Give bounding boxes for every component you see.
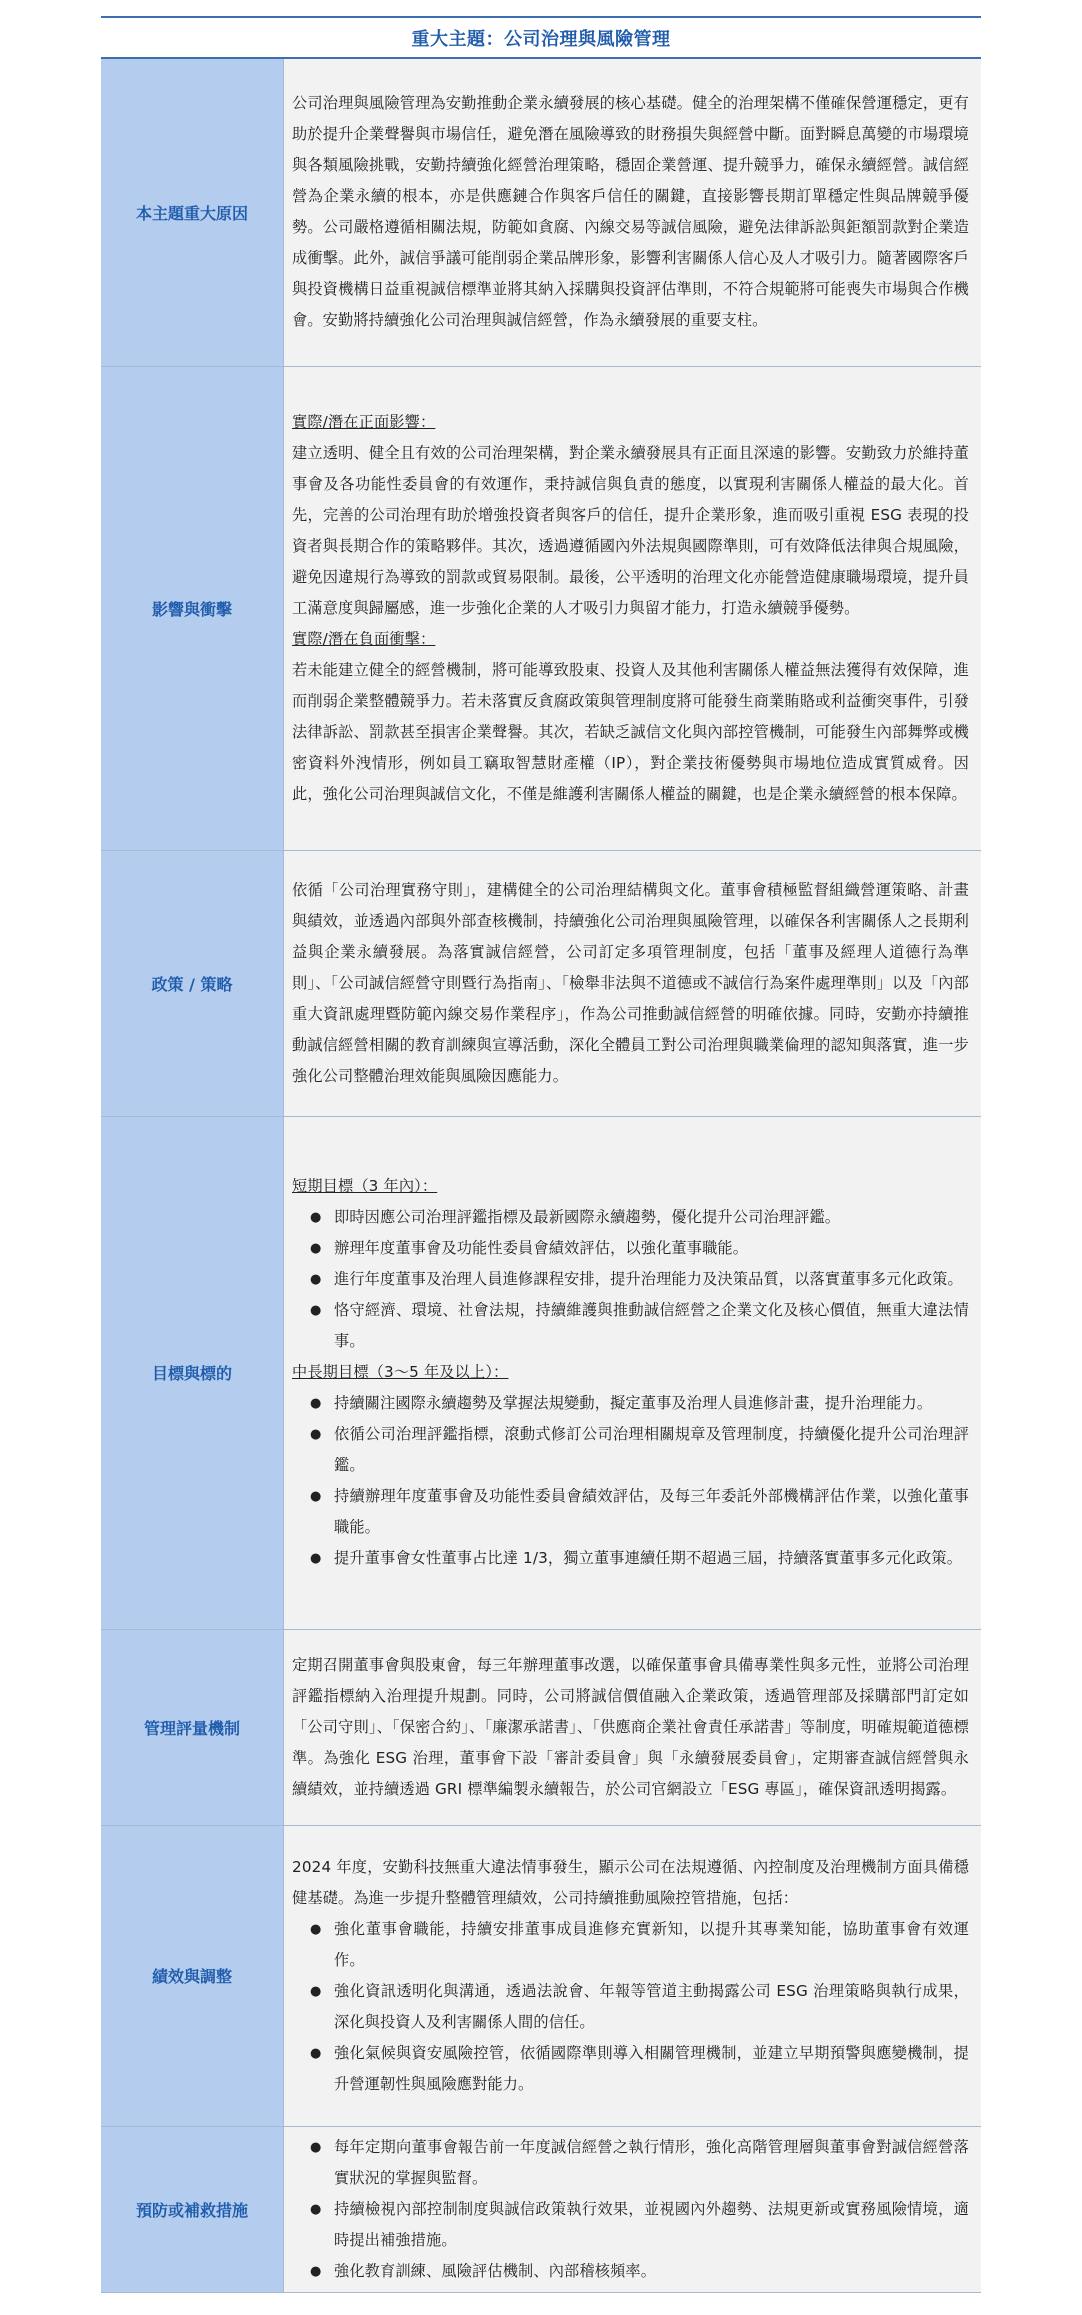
row-content — [284, 1825, 982, 2126]
topic-title: 重大主題：公司治理與風險管理 — [101, 16, 981, 59]
management-paragraph: 定期召開董事會與股東會，每三年辦理董事改選，以確保董事會具備專業性與多元性，並將公司治理評鑑指標納入治理提升規劃。同時，公司將誠信價值融入企業政策，透過管理部及採購部門訂定如「公司守則」、「保密合約」、「廉潔承諾書」、「供應商企業社會責任承諾書」等制度，明確規範道德標準。為強化 ESG 治理，董事會下設「審計委員會」與「永續發展委員會」，定期審查誠信經營與永續績效，並持續透過 GRI 標準編製永續報告，於公司官網設立「ESG 專區」，確保資訊透明揭露。 — [292, 1655, 969, 1798]
positive-paragraph: 建立透明、健全且有效的公司治理架構，對企業永續發展具有正面且深遠的影響。安勤致力於維持董事會及各功能性委員會的有效運作，秉持誠信與負責的態度，以實現利害關係人權益的最大化。首先，完善的公司治理有助於增強投資者與客戶的信任，提升企業形象，進而吸引重視 ESG 表現的投資者與長期合作的策略夥伴。其次，透過遵循國內外法規與國際準則，可有效降低法律與合規風險，避免因違規行為導致的罰款或貿易限制。最後，公平透明的治理文化亦能營造健康職場環境，提升員工滿意度與歸屬感，進一步強化企業的人才吸引力與留才能力，打造永續競爭優勢。 — [292, 443, 969, 617]
remedy-list — [292, 2132, 969, 2287]
row-content — [284, 366, 982, 850]
row-label: 預防或補救措施 — [101, 2126, 284, 2292]
row-label: 影響與衝擊 — [101, 366, 284, 850]
row-content — [284, 1116, 982, 1629]
performance-intro: 2024 年度，安勤科技無重大違法情事發生，顯示公司在法規遵循、內控制度及治理機制方面具備穩健基礎。為進一步提升整體管理績效，公司持續推動風險控管措施，包括： — [292, 1857, 969, 1907]
list-item: ● 強化資訊透明化與溝通，透過法說會、年報等管道主動揭露公司 ESG 治理策略與執行成果，深化與投資人及利害關係人間的信任。 — [334, 1976, 969, 2038]
bullet-icon: ● — [310, 1241, 322, 1256]
bullet-icon: ● — [310, 2263, 322, 2279]
list-item: ● 持續辦理年度董事會及功能性委員會績效評估，及每三年委託外部機構評估作業，以強化董事職能。 — [334, 1481, 969, 1543]
row-goals — [101, 1116, 981, 1629]
bullet-icon: ● — [310, 2045, 322, 2061]
short-term-list — [292, 1202, 969, 1357]
topic-table — [101, 59, 981, 2293]
bullet-icon: ● — [310, 1272, 322, 1287]
list-item: ● 辦理年度董事會及功能性委員會績效評估，以強化董事職能。 — [334, 1233, 969, 1264]
long-term-list — [292, 1388, 969, 1574]
positive-heading: 實際/潛在正面影響： — [292, 412, 436, 431]
performance-list — [292, 1914, 969, 2100]
row-content — [284, 850, 982, 1116]
short-term-heading: 短期目標（3 年內）： — [292, 1177, 438, 1195]
list-item: ● 提升董事會女性董事占比達 1/3，獨立董事連續任期不超過三屆，持續落實董事多元化政策。 — [334, 1543, 969, 1574]
row-policy — [101, 850, 981, 1116]
row-content — [284, 1629, 982, 1825]
row-management — [101, 1629, 981, 1825]
row-label: 本主題重大原因 — [101, 59, 284, 366]
bullet-icon: ● — [310, 1551, 322, 1566]
list-item: ● 每年定期向董事會報告前一年度誠信經營之執行情形，強化高階管理層與董事會對誠信經營落實狀況的掌握與監督。 — [334, 2132, 969, 2194]
bullet-icon: ● — [310, 1396, 322, 1411]
negative-heading: 實際/潛在負面衝擊： — [292, 629, 436, 648]
bullet-icon: ● — [310, 1921, 322, 1937]
row-content — [284, 59, 982, 366]
row-label: 目標與標的 — [101, 1116, 284, 1629]
list-item: ● 進行年度董事及治理人員進修課程安排，提升治理能力及決策品質，以落實董事多元化政策。 — [334, 1264, 969, 1295]
negative-paragraph: 若未能建立健全的經營機制，將可能導致股東、投資人及其他利害關係人權益無法獲得有效保障，進而削弱企業整體競爭力。若未落實反貪腐政策與管理制度將可能發生商業賄賂或利益衝突事件，引發法律訴訟、罰款甚至損害企業聲譽。其次，若缺乏誠信文化與內部控管機制，可能發生內部舞弊或機密資料外洩情形，例如員工竊取智慧財產權（IP），對企業技術優勢與市場地位造成實質威脅。因此，強化公司治理與誠信文化，不僅是維護利害關係人權益的關鍵，也是企業永續經營的根本保障。 — [292, 660, 969, 803]
row-content — [284, 2126, 982, 2292]
list-item: ● 強化教育訓練、風險評估機制、內部稽核頻率。 — [334, 2256, 969, 2287]
list-item: ● 持續檢視內部控制制度與誠信政策執行效果，並視國內外趨勢、法規更新或實務風險情境，適時提出補強措施。 — [334, 2194, 969, 2256]
row-performance — [101, 1825, 981, 2126]
bullet-icon: ● — [310, 1427, 322, 1442]
list-item: ● 強化董事會職能，持續安排董事成員進修充實新知，以提升其專業知能，協助董事會有效運作。 — [334, 1914, 969, 1976]
bullet-icon: ● — [310, 1303, 322, 1318]
list-item: ● 即時因應公司治理評鑑指標及最新國際永續趨勢，優化提升公司治理評鑑。 — [334, 1202, 969, 1233]
long-term-heading: 中長期目標（3～5 年及以上）： — [292, 1363, 509, 1381]
row-remedy — [101, 2126, 981, 2292]
bullet-icon: ● — [310, 1489, 322, 1504]
reason-paragraph: 公司治理與風險管理為安勤推動企業永續發展的核心基礎。健全的治理架構不僅確保營運穩定，更有助於提升企業聲譽與市場信任，避免潛在風險導致的財務損失與經營中斷。面對瞬息萬變的市場環境與各類風險挑戰，安勤持續強化經營治理策略，穩固企業營運、提升競爭力，確保永續經營。誠信經營為企業永續的根本，亦是供應鏈合作與客戶信任的關鍵，直接影響長期訂單穩定性與品牌競爭優勢。公司嚴格遵循相關法規，防範如貪腐、內線交易等誠信風險，避免法律訴訟與鉅額罰款對企業造成衝擊。此外，誠信爭議可能削弱企業品牌形象，影響利害關係人信心及人才吸引力。隨著國際客戶與投資機構日益重視誠信標準並將其納入採購與投資評估準則，不符合規範將可能喪失市場與合作機會。安勤將持續強化公司治理與誠信經營，作為永續發展的重要支柱。 — [292, 94, 969, 330]
bullet-icon: ● — [310, 2139, 322, 2155]
bullet-icon: ● — [310, 1983, 322, 1999]
row-label: 政策 / 策略 — [101, 850, 284, 1116]
bullet-icon: ● — [310, 2201, 322, 2217]
policy-paragraph: 依循「公司治理實務守則」，建構健全的公司治理結構與文化。董事會積極監督組織營運策略、計畫與績效，並透過內部與外部查核機制，持續強化公司治理與風險管理，以確保各利害關係人之長期利益與企業永續發展。為落實誠信經營，公司訂定多項管理制度，包括「董事及經理人道德行為準則」、「公司誠信經營守則暨行為指南」、「檢舉非法與不道德或不誠信行為案件處理準則」以及「內部重大資訊處理暨防範內線交易作業程序」，作為公司推動誠信經營的明確依據。同時，安勤亦持續推動誠信經營相關的教育訓練與宣導活動，深化全體員工對公司治理與職業倫理的認知與落實，進一步強化公司整體治理效能與風險因應能力。 — [292, 880, 969, 1085]
row-label: 績效與調整 — [101, 1825, 284, 2126]
list-item: ● 依循公司治理評鑑指標，滾動式修訂公司治理相關規章及管理制度，持續優化提升公司治理評鑑。 — [334, 1419, 969, 1481]
row-label: 管理評量機制 — [101, 1629, 284, 1825]
row-reason — [101, 59, 981, 366]
bullet-icon: ● — [310, 1210, 322, 1225]
list-item: ● 強化氣候與資安風險控管，依循國際準則導入相關管理機制，並建立早期預警與應變機制，提升營運韌性與風險應對能力。 — [334, 2038, 969, 2100]
list-item: ● 恪守經濟、環境、社會法規，持續維護與推動誠信經營之企業文化及核心價值，無重大違法情事。 — [334, 1295, 969, 1357]
row-impact — [101, 366, 981, 850]
topic-card — [101, 16, 981, 2293]
list-item: ● 持續關注國際永續趨勢及掌握法規變動，擬定董事及治理人員進修計畫，提升治理能力。 — [334, 1388, 969, 1419]
